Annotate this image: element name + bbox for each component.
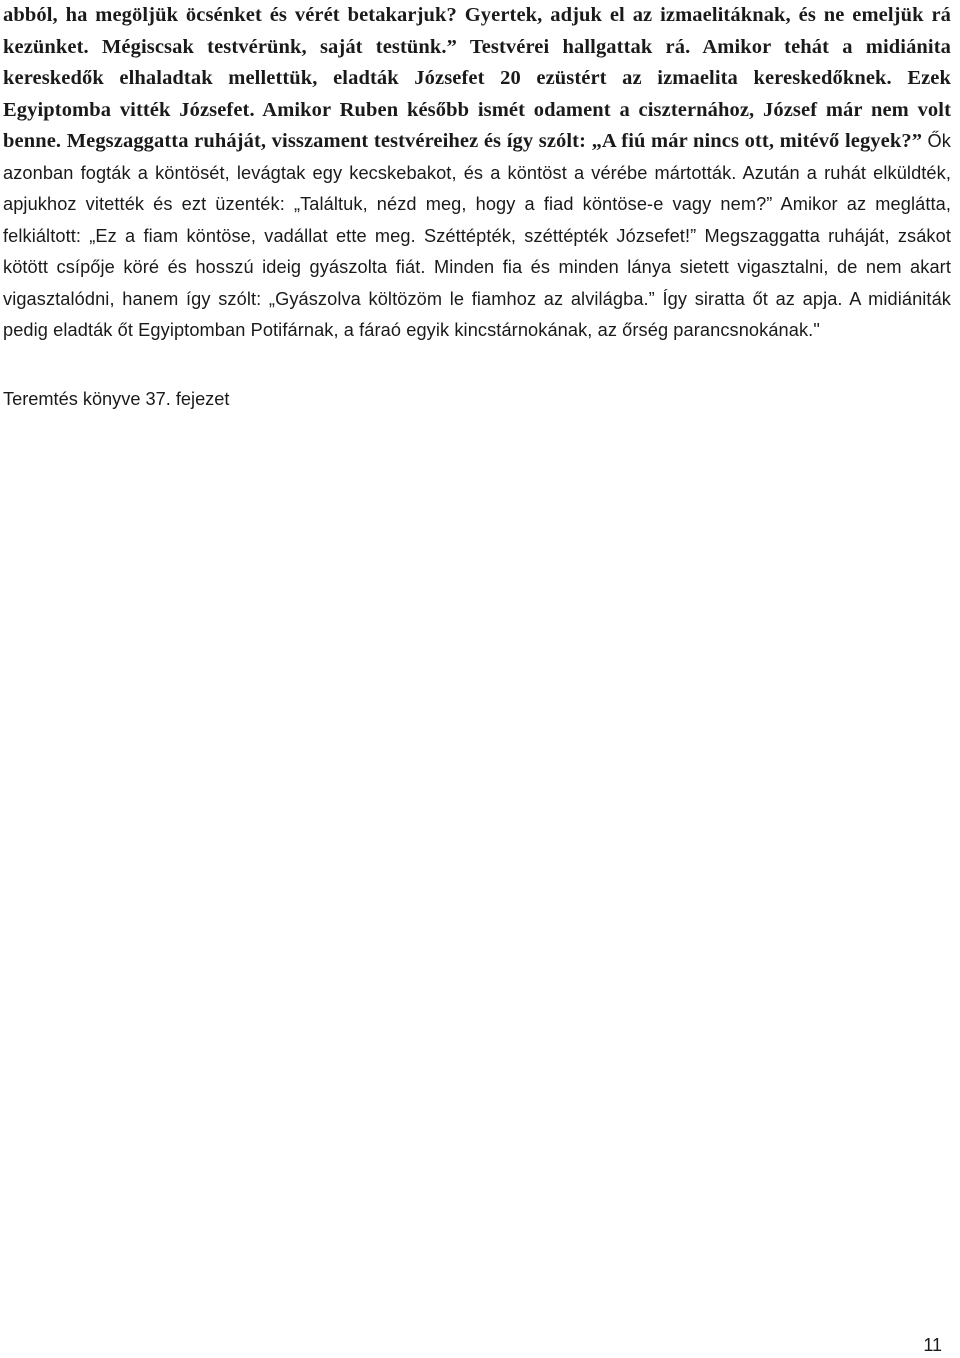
document-page (3, 0, 951, 347)
body-paragraph (3, 0, 951, 347)
scripture-text-serif: abból, ha megöljük öcsénket és vérét betakarjuk? Gyertek, adjuk el az izmaelitáknak, és ne emeljük rá kezünket. Mégiscsak testvérünk, saját testünk.” Testvérei hallgattak rá. Amikor tehát a midiánita kereskedők elhaladtak mellettük, eladták Józsefet 20 ezüstért az izmaelita kereskedőknek. Ezek Egyiptomba vitték Józsefet. Amikor Ruben később ismét odament a ciszternához, József már nem volt benne. Megszaggatta ruháját, visszament testvéreihez és így szólt: „A fiú már nincs ott, mitévő legyek?” (3, 4, 951, 152)
source-citation: Teremtés könyve 37. fejezet (3, 389, 230, 409)
scripture-text-sans: Ők azonban fogták a köntösét, levágtak egy kecskebakot, és a köntöst a vérébe mártották. Azután a ruhát elküldték, apjukhoz vitették és ezt üzenték: „Találtuk, nézd meg, hogy a fiad köntöse-e vagy nem?” Amikor az meglátta, felkiáltott: „Ez a fiam köntöse, vadállat ette meg. Széttépték, széttépték Józsefet!” Megszaggatta ruháját, zsákot kötött csípője köré és hosszú ideig gyászolta fiát. Minden fia és minden lánya sietett vigasztalni, de nem akart vigasztalódni, hanem így szólt: „Gyászolva költözöm le fiamhoz az alvilágba.” Így siratta őt az apja. A midiániták pedig eladták őt Egyiptomban Potifárnak, a fáraó egyik kincstárnokának, az őrség parancsnokának." (3, 131, 951, 340)
page-number: 11 (923, 1335, 942, 1355)
